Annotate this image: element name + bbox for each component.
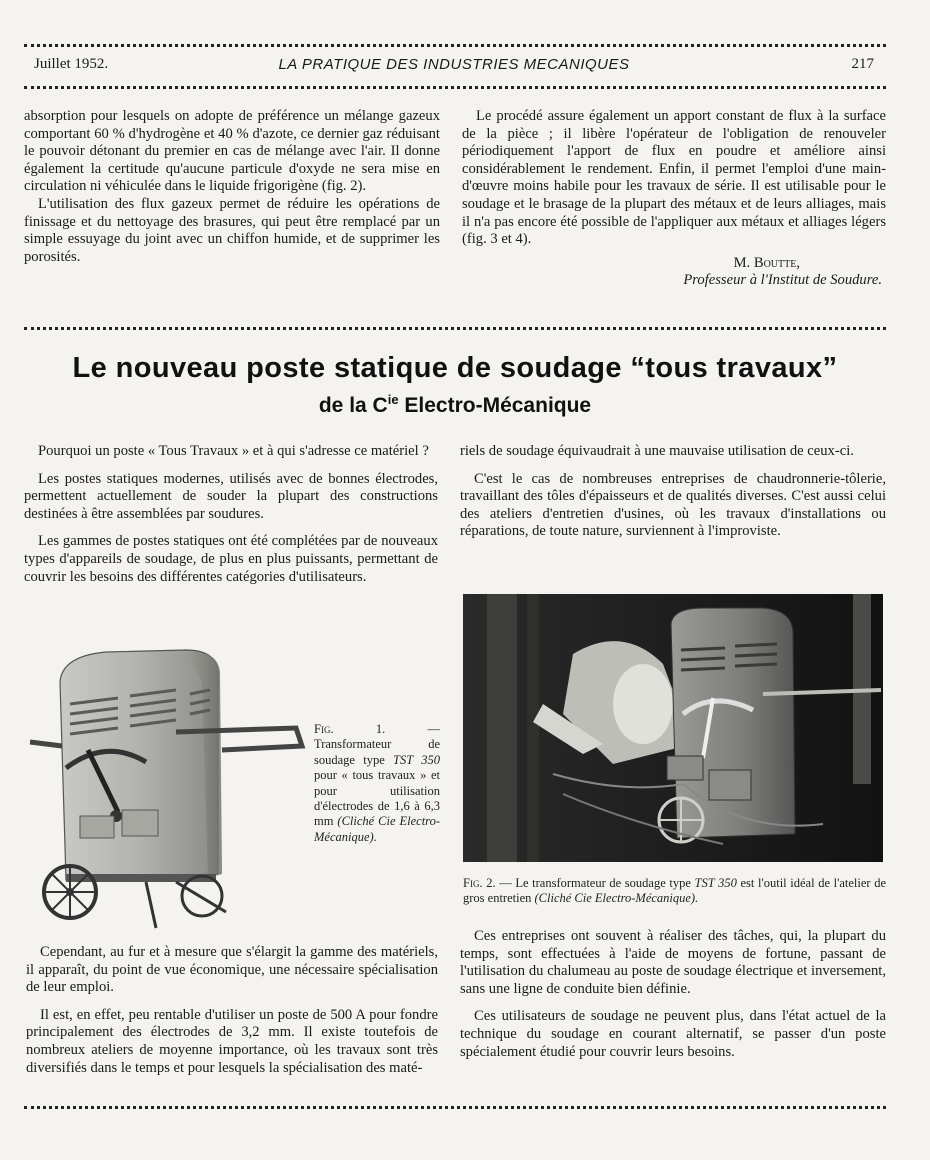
author-role: Professeur à l'Institut de Soudure. (683, 272, 882, 289)
article-right-column-top (460, 443, 886, 541)
figure2-credit: (Cliché Cie Electro-Mécanique). (534, 891, 699, 906)
welding-transformer-illustration (26, 642, 308, 934)
workshop-photo-illustration (463, 594, 883, 862)
bottom-dotted-rule (24, 1106, 886, 1109)
prev-paragraph: absorption pour lesquels on adopte de préférence un mélange gazeux comportant 60 % d'hydrogène et 40 % d'azote, ce dernier gaz réduisant le pouvoir détonant du premier en cas de mélange avec l'air. Il donne également la certitude qu'aucune particule d'oxyde ne sera mise en circulation ni véhiculée dans le liquide frigorigène (fig. 2). (24, 108, 440, 195)
figure1-label: Fig. 1. — (314, 722, 440, 736)
article-left-column-bottom (26, 944, 438, 1077)
figure1-text: Transformateur de soudage type (314, 737, 440, 767)
article-paragraph: Les gammes de postes statiques ont été complétées par de nouveaux types d'appareils de soudage, de plus en plus puissants, permettant de couvrir les besoins des différentes catégories d'utilisateurs. (24, 533, 438, 585)
figure1-photo (26, 642, 308, 934)
author-signature (462, 255, 886, 290)
header-journal-title: LA PRATIQUE DES INDUSTRIES MECANIQUES (278, 56, 630, 73)
section-dotted-rule (24, 327, 886, 330)
top-dotted-rule (24, 44, 886, 47)
article-paragraph: Il est, en effet, peu rentable d'utiliser un poste de 500 A pour fondre principalement des électrodes de 3,2 mm. Il existe toutefois de nombreux ateliers de moyenne importance, où les travaux sont très diversifiés dans le temps et pour lesquels la spécialisation des maté- (26, 1006, 438, 1076)
header-dotted-rule (24, 86, 886, 89)
prev-article-right-column (462, 108, 886, 290)
article-left-column-top (24, 443, 438, 586)
article-paragraph: Pourquoi un poste « Tous Travaux » et à qui s'adresse ce matériel ? (38, 443, 429, 459)
header-page-number: 217 (851, 56, 874, 72)
article-paragraph: Ces entreprises ont souvent à réaliser des tâches, qui, la plupart du temps, sont effectuées à l'aide de moyens de fortune, passant de l'utilisation du chalumeau au poste de soudage électrique et inversement, sans une ligne de conduite bien définie. (460, 928, 886, 997)
subtitle-part: de la C (318, 394, 388, 417)
figure1-model: TST 350 (393, 752, 441, 767)
article-right-column-bottom (460, 928, 886, 1061)
prev-paragraph: Le procédé assure également un apport constant de flux à la surface de la pièce ; il libère l'opérateur de l'obligation de renouveler périodiquement l'apport de flux en poudre et améliore ainsi considérablement le rendement. Enfin, il permet l'emploi d'une main-d'œuvre moins habile pour les travaux de série. Il est utilisable pour le soudage et le brasage de la plupart des métaux et de leurs alliages, mais il n'a pas encore été possible de l'appliquer aux métaux et alliages légers (fig. 3 et 4). (462, 108, 886, 248)
figure2-text: Le transformateur de soudage type (515, 876, 695, 890)
figure2-model: TST 350 (694, 876, 737, 890)
article-paragraph: Ces utilisateurs de soudage ne peuvent plus, dans l'état actuel de la technique du soudage en courant alternatif, se passer d'un poste spécialement étudié pour couvrir leurs besoins. (460, 1008, 886, 1060)
figure2-text-2: est l'outil idéal de l'atelier de gros entretien (463, 876, 887, 906)
article-paragraph: riels de soudage équivaudrait à une mauvaise utilisation de ceux-ci. (460, 443, 854, 459)
figure1-caption (314, 722, 440, 845)
article-subtitle (24, 392, 886, 418)
prev-article-left-column (24, 108, 440, 266)
prev-paragraph: L'utilisation des flux gazeux permet de réduire les opérations de finissage et du nettoyage des brasures, qui peut être remplacé par un simple essuyage du joint avec un chiffon humide, et de supprimer les porosités. (24, 195, 440, 265)
subtitle-part: Electro-Mécanique (398, 394, 592, 417)
figure2-label: Fig. 2. — (463, 876, 512, 890)
page-header (34, 56, 874, 78)
author-name: M. Boutte, (733, 254, 800, 271)
article-title: Le nouveau poste statique de soudage “tous travaux” (72, 352, 838, 384)
figure1-text-2: pour « tous travaux » et pour utilisation d'électrodes de 1,6 à 6,3 mm (314, 768, 440, 829)
figure2-caption (463, 876, 886, 907)
article-paragraph: C'est le cas de nombreuses entreprises de chaudronnerie-tôlerie, travaillant des tôles d'épaisseurs et de qualités diverses. C'est aussi celui des ateliers d'entretien d'usines, où les travaux d'installations ou réparations, de toute nature, surviennent à l'improviste. (460, 470, 886, 540)
header-date: Juillet 1952. (34, 56, 109, 72)
figure1-credit: (Cliché Cie Electro-Mécanique). (314, 814, 440, 844)
article-paragraph: Cependant, au fur et à mesure que s'élargit la gamme des matériels, il apparaît, du point de vue économique, une nécessaire spécialisation de leur emploi. (26, 944, 438, 996)
subtitle-superscript: ie (387, 392, 399, 407)
article-paragraph: Les postes statiques modernes, utilisés avec de bonnes électrodes, permettent actuellement de souder la plupart des constructions destinées à être assemblées par soudures. (24, 470, 438, 522)
figure2-photo (463, 594, 883, 862)
